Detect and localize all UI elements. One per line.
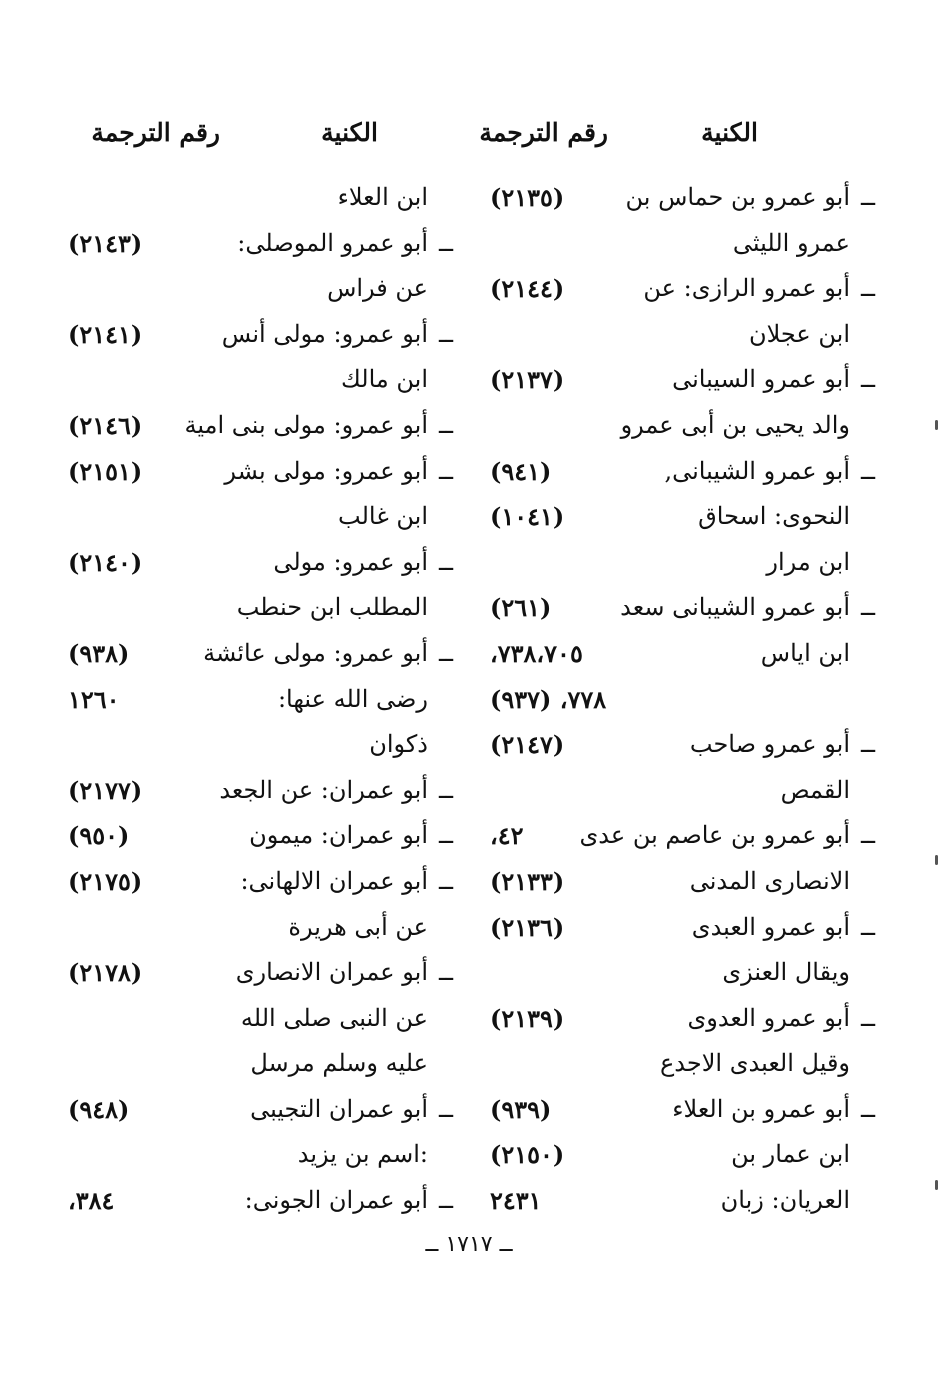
entry-name: أبو عمرو السيبانى: [672, 365, 850, 394]
entry-num: ٧٧٨، (٩٣٧): [490, 684, 607, 714]
index-entry: [68, 266, 428, 312]
entry-name: أبو عمرو بن حماس بن: [625, 183, 850, 211]
entry-name: ابن عمار بن: [731, 1140, 850, 1169]
entry-dash: ــ: [860, 912, 876, 941]
entry-name: المطلب ابن حنطب: [236, 593, 428, 622]
index-entry: [490, 312, 850, 358]
entry-name: ابن العلاء: [337, 183, 428, 211]
entry-num: (١٠٤١): [490, 502, 565, 532]
index-entry: [68, 1041, 428, 1087]
index-entry: [490, 494, 850, 540]
entry-name: أبو عمران الانصارى: [235, 958, 428, 987]
left-header-kunya: الكنية: [321, 118, 378, 147]
index-entry: [68, 494, 428, 540]
index-entry: [68, 1132, 428, 1178]
entry-num: (٢١٧٥): [68, 866, 143, 896]
entry-name: أبو عمرو الرازى: عن: [643, 274, 850, 303]
index-entry: [68, 768, 454, 814]
index-entry: [68, 996, 428, 1042]
entry-name: العريان: زبان: [720, 1186, 850, 1215]
entry-dash: ــ: [438, 319, 454, 348]
entry-name: أبو عمرو الموصلى:: [237, 228, 428, 257]
entry-dash: ــ: [860, 1094, 876, 1123]
index-entry: [490, 677, 850, 723]
entry-dash: ــ: [438, 775, 454, 804]
index-entry: [490, 449, 876, 495]
entry-num: (٢١٤٠): [68, 547, 143, 577]
entry-name: أبو عمران: عن الجعد: [219, 775, 428, 804]
entry-num: (٩٤٨): [68, 1094, 130, 1124]
index-entry: [68, 449, 454, 495]
index-entry: [490, 403, 850, 449]
entry-name: أبو عمرو بن العلاء: [672, 1094, 850, 1123]
entry-dash: ــ: [438, 410, 454, 439]
entry-name: الانصارى المدنى: [689, 866, 850, 895]
index-entry: [68, 221, 454, 267]
index-entry: [68, 631, 454, 677]
entry-name: أبو عمرو الشيبانى,: [664, 456, 850, 485]
index-entry: [490, 540, 850, 586]
entry-num: ٣٨٤،: [68, 1186, 115, 1216]
entry-name: عن النبى صلى الله: [240, 1003, 428, 1032]
entry-name: أبو عمران الالهانى:: [240, 866, 428, 895]
entry-dash: ــ: [860, 183, 876, 211]
entry-num: (٢١٤٧): [490, 730, 565, 760]
right-header-kunya: الكنية: [701, 118, 758, 147]
entry-name: أبو عمرو: مولى: [273, 547, 428, 576]
entry-name: ابن عجلان: [748, 319, 850, 348]
entry-dash: ــ: [860, 365, 876, 394]
index-entry: [68, 905, 428, 951]
entry-name: والد يحيى بن أبى عمرو: [620, 410, 850, 439]
entry-num: (٢١٤٦): [68, 410, 143, 440]
entry-name: أبو عمرو العدوى: [687, 1003, 850, 1032]
entry-name: أبو عمرو: مولى بشر: [224, 456, 428, 485]
index-entry: [490, 1041, 850, 1087]
index-entry: [68, 1178, 454, 1224]
index-entry: [68, 540, 454, 586]
entry-name: أبو عمران التجيبى: [250, 1094, 428, 1123]
index-entry: [68, 859, 454, 905]
entry-num: (٢١٣٧): [490, 365, 565, 395]
index-entry: [490, 768, 850, 814]
entry-name: عمرو الليثى: [732, 228, 850, 257]
entry-num: (٢١٧٧): [68, 775, 143, 805]
entry-num: (٢١٣٥): [490, 183, 565, 212]
entry-num: (٢١٤٤): [490, 274, 565, 304]
entry-name: ابن مالك: [341, 365, 428, 394]
entry-num: (٩٥٠): [68, 821, 130, 851]
entry-dash: ــ: [438, 547, 454, 576]
index-entry: [490, 1087, 876, 1133]
entry-dash: ــ: [438, 228, 454, 257]
entry-dash: ــ: [860, 593, 876, 622]
index-entry: [490, 950, 850, 996]
entry-name: ابن اياس: [760, 638, 850, 667]
index-entry: [68, 312, 454, 358]
index-entry: [68, 357, 428, 403]
entry-num: ٤٢،: [490, 821, 524, 851]
index-entry: [490, 357, 876, 403]
entry-dash: ــ: [438, 456, 454, 485]
entry-name: أبو عمرو: مولى أنس: [221, 319, 428, 348]
index-entry: [490, 1132, 850, 1178]
entry-name: أبو عمرو الشيبانى سعد: [620, 593, 850, 622]
entry-name: أبو عمران: ميمون: [249, 821, 428, 850]
entry-dash: ــ: [438, 866, 454, 895]
entry-dash: ــ: [438, 1094, 454, 1123]
index-entry: [490, 631, 850, 677]
index-entry: [68, 403, 454, 449]
entry-dash: ــ: [438, 638, 454, 667]
left-index-column: [68, 175, 454, 1224]
entry-dash: ــ: [438, 1186, 454, 1215]
entry-name: ذكوان: [369, 730, 428, 759]
entry-num: (٢١٤١): [68, 319, 143, 349]
index-entry: [490, 859, 850, 905]
entry-num: (٢١٥٠): [490, 1140, 565, 1170]
entry-name: ويقال العنزى: [722, 958, 850, 987]
entry-num: (٢١٧٨): [68, 958, 143, 988]
entry-num: (٢٦١): [490, 593, 552, 623]
index-entry: [490, 1178, 850, 1224]
entry-name: عن فراس: [327, 274, 428, 303]
entry-dash: ــ: [860, 1003, 876, 1032]
entry-num: ٢٤٣١: [490, 1186, 542, 1216]
index-entry: [490, 996, 876, 1042]
index-entry: [68, 813, 454, 859]
index-entry: [490, 722, 876, 768]
entry-num: (٢١٤٣): [68, 228, 143, 258]
entry-num: (٩٣٨): [68, 638, 130, 668]
index-entry: [490, 585, 876, 631]
entry-name: ابن غالب: [338, 502, 428, 531]
entry-name: أبو عمرو العبدى: [691, 912, 850, 941]
index-entry: [68, 585, 428, 631]
entry-name: النحوى: اسحاق: [698, 502, 850, 531]
index-entry: [68, 722, 428, 768]
left-header-number: رقم الترجمة: [91, 118, 220, 147]
index-entry: [490, 175, 876, 221]
entry-name: :اسم بن يزيد: [297, 1140, 428, 1169]
entry-name: القمص: [780, 775, 850, 804]
entry-name: أبو عمرو: مولى عائشة: [203, 638, 428, 667]
entry-name: ابن مرار: [766, 547, 850, 576]
entry-dash: ــ: [860, 730, 876, 759]
index-entry: [490, 905, 876, 951]
entry-name: أبو عمرو بن عاصم بن عدى: [579, 821, 850, 850]
entry-dash: ــ: [438, 821, 454, 850]
index-entry: [68, 175, 428, 221]
entry-name: رضى الله عنها:: [277, 684, 428, 713]
entry-num: (٢١٣٩): [490, 1003, 565, 1033]
entry-num: (٢١٣٦): [490, 912, 565, 942]
index-entry: [68, 677, 428, 723]
entry-name: عن أبى هريرة: [288, 912, 428, 941]
entry-dash: ــ: [860, 456, 876, 485]
entry-num: (٩٤١): [490, 456, 552, 486]
index-entry: [490, 221, 850, 267]
index-entry: [68, 1087, 454, 1133]
entry-num: ١٢٦٠: [68, 684, 120, 714]
entry-name: وقيل العبدى الاجدع: [659, 1049, 850, 1078]
index-entry: [490, 266, 876, 312]
entry-num: ٧٣٨،٧٠٥،: [490, 638, 583, 668]
entry-name: أبو عمران الجونى:: [244, 1186, 428, 1215]
entry-name: أبو عمرو: مولى بنى امية: [184, 410, 428, 439]
entry-num: (٢١٥١): [68, 456, 143, 486]
entry-num: (٩٣٩): [490, 1094, 552, 1124]
right-header-number: رقم الترجمة: [479, 118, 608, 147]
index-entry: [68, 950, 454, 996]
entry-dash: ــ: [860, 821, 876, 850]
entry-num: (٢١٣٣): [490, 866, 565, 896]
entry-name: عليه وسلم مرسل: [250, 1049, 428, 1078]
entry-name: أبو عمرو صاحب: [689, 730, 850, 759]
index-entry: [490, 813, 876, 859]
entry-dash: ــ: [860, 274, 876, 303]
entry-dash: ــ: [438, 958, 454, 987]
page-number: ــ ١٧١٧ ــ: [425, 1232, 513, 1257]
right-index-column: [490, 175, 876, 1224]
